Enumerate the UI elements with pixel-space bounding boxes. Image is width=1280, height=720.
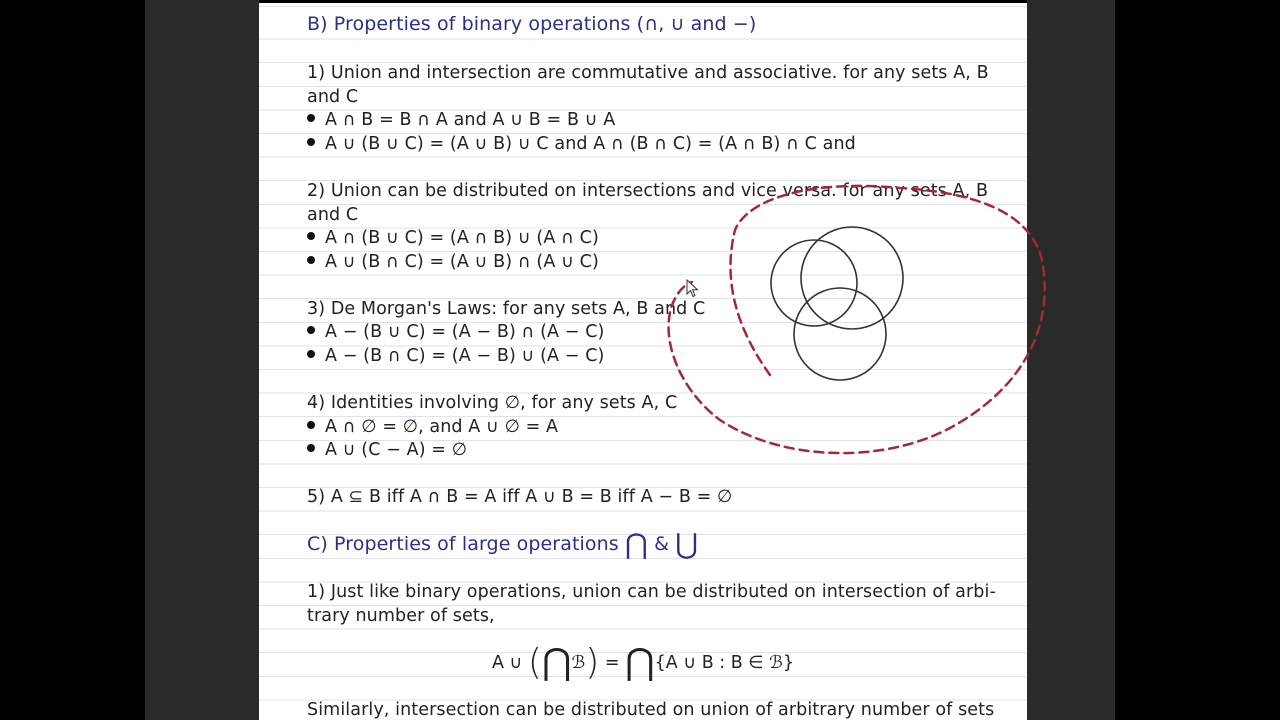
pointer-cursor-icon — [686, 279, 700, 299]
bullet-text: A ∪ (C − A) = ∅ — [325, 440, 468, 460]
bullet-text: A − (B ∩ C) = (A − B) ∪ (A − C) — [325, 346, 605, 366]
formula-bigcap-right: ⋂ — [625, 642, 655, 683]
section-b-p1-line2: and C — [307, 87, 359, 107]
section-b-p1-line1: 1) Union and intersection are commutative and associative. for any sets A, B — [307, 63, 989, 83]
section-b-p5-line1: 5) A ⊆ B iff A ∩ B = A iff A ∪ B = B iff A − B = ∅ — [307, 487, 733, 507]
formula-bigcap: ⋂ — [541, 642, 572, 683]
section-b-p2-line2: and C — [307, 205, 359, 225]
formula-paren-close: ) — [585, 642, 600, 683]
venn-circle-b — [801, 227, 903, 329]
section-c-p2-line1: Similarly, intersection can be distributed on union of arbitrary number of sets — [307, 700, 995, 720]
venn-circle-c — [794, 288, 886, 380]
section-c-p1-line1: 1) Just like binary operations, union can be distributed on intersection of arbi- — [307, 582, 996, 602]
big-intersection-symbol: ⋂ — [624, 527, 648, 561]
bullet-text: A ∩ (B ∪ C) = (A ∩ B) ∪ (A ∩ C) — [325, 228, 599, 248]
ampersand: & — [654, 533, 670, 555]
formula-calB: ℬ — [571, 653, 586, 673]
section-c-title-text: C) Properties of large operations — [307, 533, 619, 555]
dashed-annotation-loop — [669, 186, 1045, 453]
bullet-text: A ∩ B = B ∩ A and A ∪ B = B ∪ A — [325, 110, 616, 130]
section-b-p3-line1: 3) De Morgan's Laws: for any sets A, B and C — [307, 299, 706, 319]
bullet-text: A ∪ (B ∩ C) = (A ∪ B) ∩ (A ∪ C) — [325, 252, 599, 272]
section-b-title: B) Properties of binary operations (∩, ∪ and −) — [307, 13, 757, 35]
section-b-p4-line1: 4) Identities involving ∅, for any sets A, C — [307, 393, 678, 413]
formula-left: A ∪ — [491, 653, 523, 673]
formula-set: {A ∪ B : B ∈ ℬ} — [654, 653, 794, 673]
bullet-text: A ∪ (B ∪ C) = (A ∪ B) ∪ C and A ∩ (B ∩ C) = (A ∩ B) ∩ C and — [325, 134, 856, 154]
section-c-p1-line2: trary number of sets, — [307, 606, 495, 626]
bullet-text: A ∩ ∅ = ∅, and A ∪ ∅ = A — [325, 417, 559, 437]
bullet-text: A − (B ∪ C) = (A − B) ∩ (A − C) — [325, 322, 605, 342]
formula-paren-open: ( — [527, 642, 542, 683]
big-union-symbol: ⋃ — [675, 527, 699, 561]
formula-eq: = — [604, 653, 620, 673]
section-b-p2-line1: 2) Union can be distributed on intersections and vice versa. for any sets A, B — [307, 181, 989, 201]
